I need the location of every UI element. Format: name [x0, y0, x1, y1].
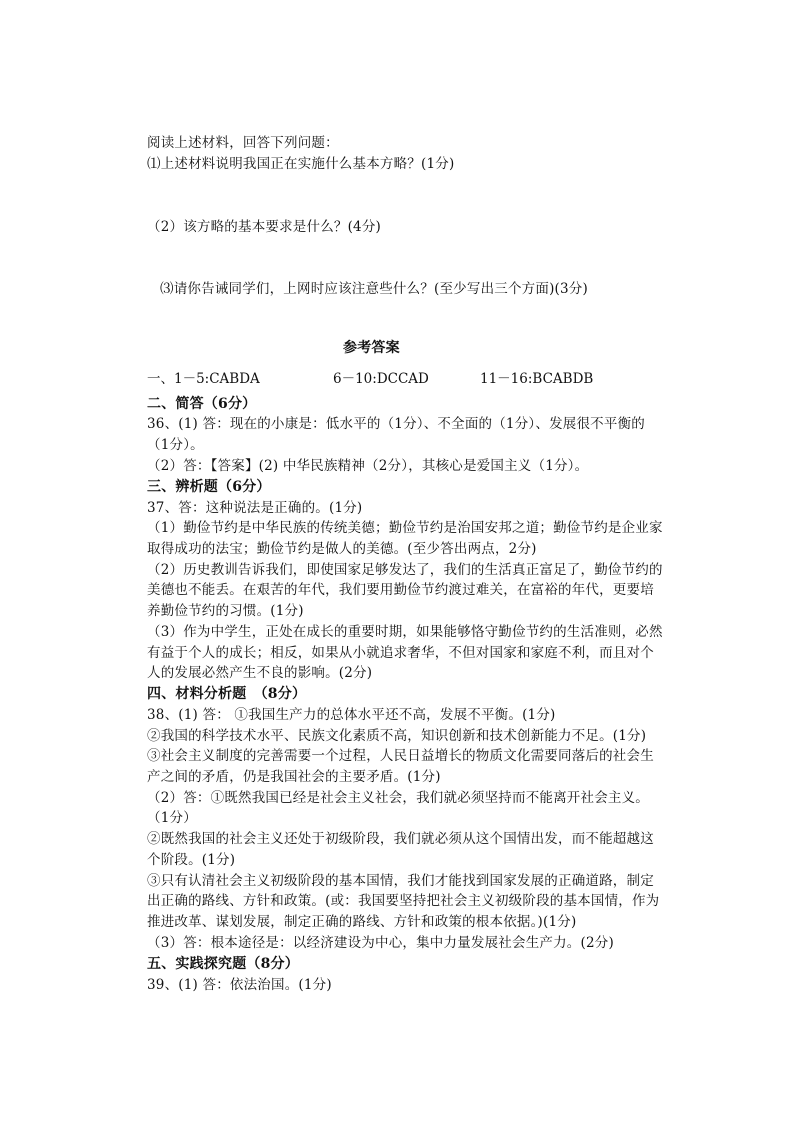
section-4-heading: 四、材料分析题 （8分）	[147, 686, 307, 702]
answer-line: 37、答：这种说法是正确的。(1分)	[147, 500, 363, 516]
mc-answers-11-16: 11－16:BCABDB	[480, 371, 594, 387]
answer-line: （2）答：【答案】(2) 中华民族精神（2分），其核心是爱国主义（1分）。	[147, 458, 589, 474]
answer-line: 推进改革、谋划发展，制定正确的路线、方针和政策的根本依据。)(1分)	[147, 914, 577, 930]
answer-line: 产之间的矛盾，仍是我国社会的主要矛盾。(1分)	[147, 769, 441, 785]
answer-line: （1分）	[147, 810, 197, 826]
answer-line: （1）勤俭节约是中华民族的传统美德；勤俭节约是治国安邦之道；勤俭节约是企业家	[147, 520, 663, 536]
questions-intro: 阅读上述材料，回答下列问题：	[147, 135, 339, 151]
answer-line: 36、(1) 答：现在的小康是：低水平的（1分）、不全面的（1分）、发展很不平衡的	[147, 416, 645, 432]
answer-line: 39、(1) 答：依法治国。(1分)	[147, 977, 332, 993]
answer-line: 出正确的路线、方针和政策。(或：我国要坚持把社会主义初级阶段的基本国情，作为	[147, 893, 660, 909]
answer-line: （3）作为中学生，正处在成长的重要时期，如果能够恪守勤俭节约的生活准则，必然	[147, 624, 663, 640]
answer-line: （2）答：①既然我国已经是社会主义社会，我们就必须坚持而不能离开社会主义。	[147, 790, 649, 806]
answer-line: ②我国的科学技术水平、民族文化素质不高，知识创新和技术创新能力不足。(1分)	[147, 728, 647, 744]
answer-line: 美德也不能丢。在艰苦的年代，我们要用勤俭节约渡过难关，在富裕的年代，更要培	[147, 582, 654, 598]
answer-line: 养勤俭节约的习惯。(1分)	[147, 603, 304, 619]
answer-line: 有益于个人的成长；相反，如果从小就追求奢华，不但对国家和家庭不利，而且对个	[147, 645, 654, 661]
mc-answers-1-5: 一、1－5:CABDA	[147, 371, 260, 387]
section-3-heading: 三、辨析题（6分）	[147, 479, 271, 495]
answer-line: ③社会主义制度的完善需要一个过程，人民日益增长的物质文化需要同落后的社会生	[147, 748, 654, 764]
answer-line: ③只有认清社会主义初级阶段的基本国情，我们才能找到国家发展的正确道路，制定	[147, 873, 654, 889]
answer-line: 个阶段。(1分)	[147, 852, 236, 868]
mc-answers-6-10: 6－10:DCCAD	[333, 371, 429, 387]
answer-line: 38、(1) 答： ①我国生产力的总体水平还不高，发展不平衡。(1分)	[147, 707, 556, 723]
answers-title: 参考答案	[343, 340, 400, 356]
question-2: （2）该方略的基本要求是什么？(4分)	[147, 219, 382, 235]
answer-line: （3）答：根本途径是：以经济建设为中心，集中力量发展社会生产力。(2分)	[147, 935, 614, 951]
answer-line: 人的发展必然产生不良的影响。(2分)	[147, 665, 373, 681]
answer-line: （1分）。	[147, 437, 204, 453]
section-5-heading: 五、实践探究题（8分）	[147, 956, 299, 972]
question-1: ⑴上述材料说明我国正在实施什么基本方略？(1分)	[147, 156, 455, 172]
answer-line: （2）历史教训告诉我们，即使国家足够发达了，我们的生活真正富足了，勤俭节约的	[147, 562, 663, 578]
answer-line: ②既然我国的社会主义还处于初级阶段，我们就必须从这个国情出发，而不能超越这	[147, 831, 654, 847]
answer-line: 取得成功的法宝；勤俭节约是做人的美德。(至少答出两点，2分)	[147, 541, 537, 557]
question-3: ⑶请你告诫同学们，上网时应该注意些什么？(至少写出三个方面)(3分)	[160, 281, 588, 297]
section-2-heading: 二、简答（6分）	[147, 396, 257, 412]
